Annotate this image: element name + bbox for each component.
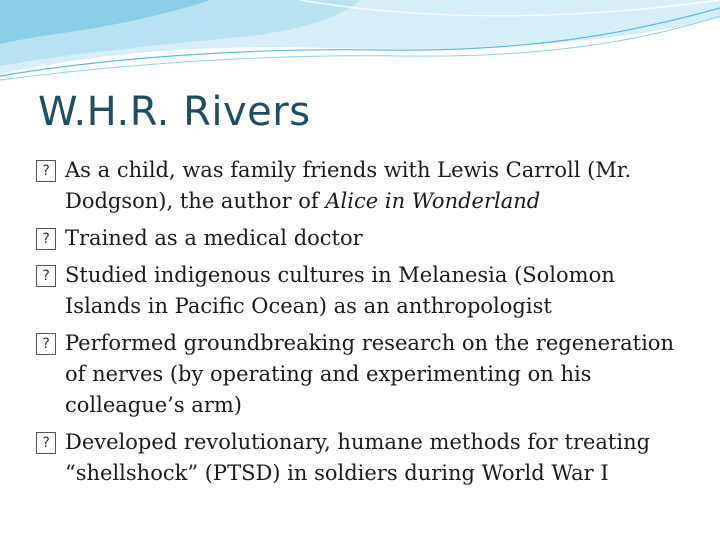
- bullet-marker-icon: ?: [36, 228, 56, 250]
- bullet-marker-icon: ?: [36, 265, 56, 287]
- bullet-list: [36, 155, 686, 495]
- bullet-marker-icon: ?: [36, 160, 56, 182]
- bullet-text: As a child, was family friends with Lewis Carroll (Mr. Dodgson), the author of: [65, 158, 632, 213]
- bullet-item: [36, 223, 686, 254]
- bullet-item: [36, 155, 686, 217]
- bullet-marker-icon: ?: [36, 333, 56, 355]
- bullet-marker-icon: ?: [36, 432, 56, 454]
- book-title: Alice in Wonderland: [325, 189, 541, 213]
- slide-title: W.H.R. Rivers: [38, 89, 311, 135]
- bullet-text: Developed revolutionary, humane methods for treating “shellshock” (PTSD) in soldiers during World War I: [65, 430, 651, 485]
- bullet-item: [36, 260, 686, 322]
- bullet-text: Trained as a medical doctor: [65, 226, 363, 250]
- bullet-text: Performed groundbreaking research on the regeneration of nerves (by operating and experimenting on his colleague’s arm): [65, 331, 674, 417]
- bullet-item: [36, 328, 686, 421]
- bullet-text: Studied indigenous cultures in Melanesia (Solomon Islands in Pacific Ocean) as an anthropologist: [65, 263, 615, 318]
- bullet-item: [36, 427, 686, 489]
- decorative-wave-header: [0, 0, 720, 90]
